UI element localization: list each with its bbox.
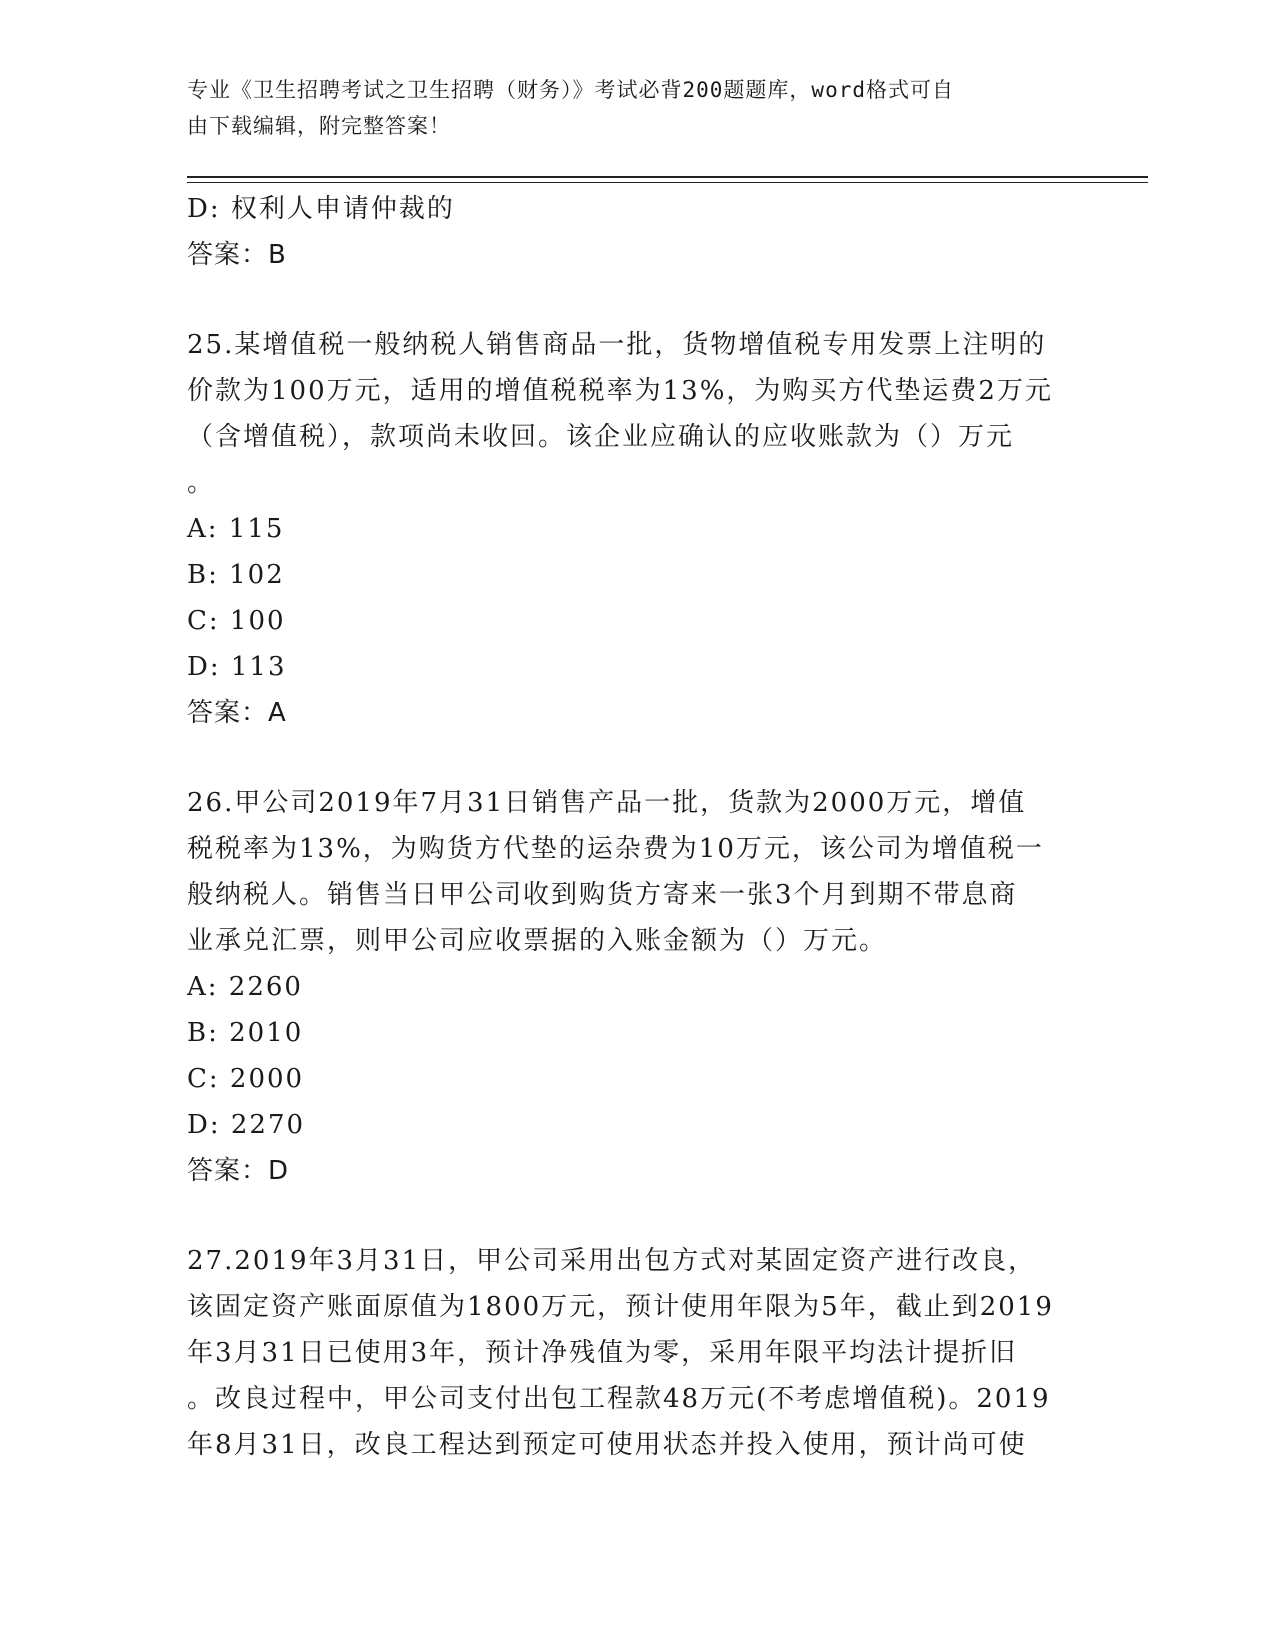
header-line-1: 专业《卫生招聘考试之卫生招聘（财务）》考试必背200题题库，word格式可自 (187, 78, 954, 102)
question-text-line: （含增值税），款项尚未收回。该企业应确认的应收账款为（）万元 (187, 422, 1015, 452)
question-text-line: 。 (187, 468, 216, 498)
spacer (187, 278, 1087, 322)
option-a: A: 115 (187, 514, 285, 544)
header-line-2: 由下载编辑，附完整答案！ (187, 114, 451, 138)
option-c: C: 100 (187, 606, 286, 636)
answer-line: 答案：D (187, 1156, 290, 1186)
question-text-line: 27.2019年3月31日，甲公司采用出包方式对某固定资产进行改良， (187, 1246, 1037, 1276)
question-text-line: 业承兑汇票，则甲公司应收票据的入账金额为（）万元。 (187, 926, 888, 956)
question-26 (187, 780, 1087, 1194)
option-c: C: 2000 (187, 1064, 305, 1094)
header-divider-thin (187, 182, 1148, 183)
document-body (187, 186, 1087, 1468)
header-divider-thick (187, 176, 1148, 178)
question-text-line: 年3月31日已使用3年，预计净残值为零，采用年限平均法计提折旧 (187, 1338, 1018, 1368)
option-b: B: 102 (187, 560, 285, 590)
document-header (187, 72, 1067, 144)
option-a: A: 2260 (187, 972, 303, 1002)
question-27 (187, 1238, 1087, 1468)
question-25 (187, 322, 1087, 736)
option-d: D: 113 (187, 652, 287, 682)
question-text-line: 25.某增值税一般纳税人销售商品一批，货物增值税专用发票上注明的 (187, 330, 1047, 360)
question-text-line: 年8月31日，改良工程达到预定可使用状态并投入使用，预计尚可使 (187, 1430, 1027, 1460)
question-text-line: 价款为100万元，适用的增值税税率为13%，为购买方代垫运费2万元 (187, 376, 1053, 406)
question-text-line: 26.甲公司2019年7月31日销售产品一批，货款为2000万元，增值 (187, 788, 1027, 818)
question-text-line: 般纳税人。销售当日甲公司收到购货方寄来一张3个月到期不带息商 (187, 880, 1018, 910)
question-text-line: 该固定资产账面原值为1800万元，预计使用年限为5年，截止到2019 (187, 1292, 1054, 1322)
option-d: D: 权利人申请仲裁的 (187, 194, 455, 224)
spacer (187, 736, 1087, 780)
spacer (187, 1194, 1087, 1238)
option-b: B: 2010 (187, 1018, 304, 1048)
question-text-line: 。改良过程中，甲公司支付出包工程款48万元(不考虑增值税)。2019 (187, 1384, 1051, 1414)
question-text-line: 税税率为13%，为购货方代垫的运杂费为10万元，该公司为增值税一 (187, 834, 1044, 864)
answer-line: 答案：B (187, 240, 287, 270)
previous-question-tail (187, 186, 1087, 278)
answer-line: 答案：A (187, 698, 287, 728)
option-d: D: 2270 (187, 1110, 306, 1140)
